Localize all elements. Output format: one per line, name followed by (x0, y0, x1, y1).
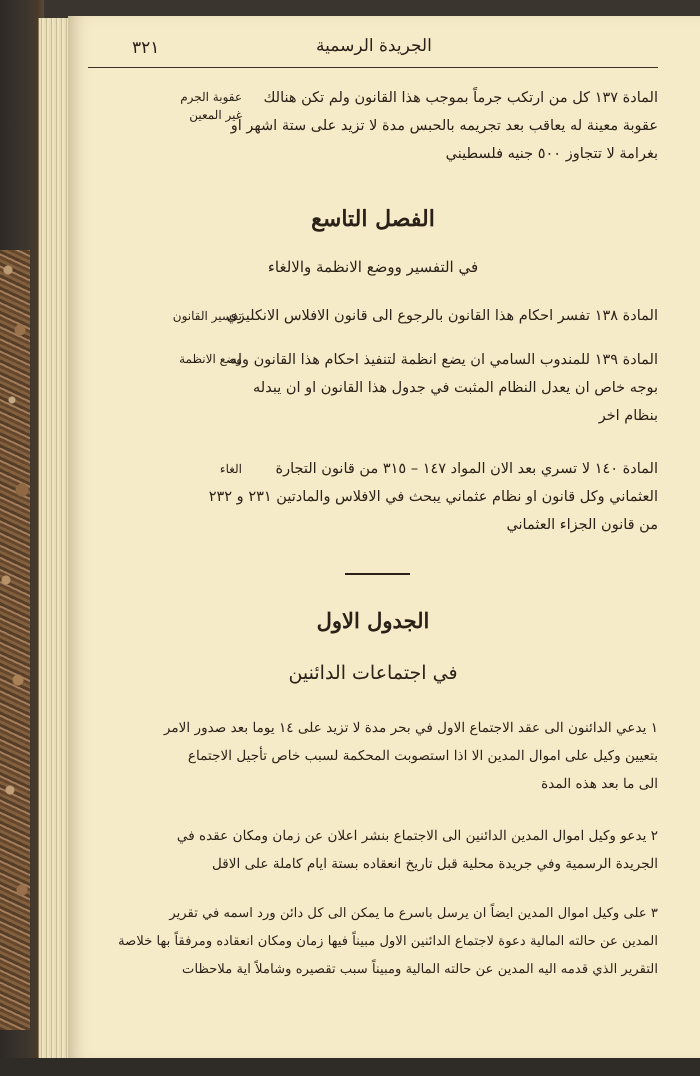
margin-note-line: الغاء (219, 462, 242, 476)
schedule-line: بتعيين وكيل على اموال المدين الا اذا استصوبت المحكمة لسبب خاص تأجيل الاجتماع (187, 748, 658, 764)
marbled-cover-edge (0, 250, 30, 1030)
page-stack-edges (38, 18, 71, 1058)
article-line: عقوبة معينة له يعاقب بعد تجريمه بالحبس مدة لا تزيد على ستة اشهر او (230, 118, 658, 134)
article-line: بوجه خاص ان يعدل النظام المثبت في جدول هذا القانون او ان يبدله (253, 380, 658, 396)
margin-note-line: عقوبة الجرم (180, 90, 242, 104)
article-line: المادة ١٣٩ للمندوب السامي ان يضع انظمة لتنفيذ احكام هذا القانون وله (229, 352, 658, 368)
schedule-title: الجدول الاول (316, 608, 430, 633)
chapter-title: الفصل التاسع (311, 206, 435, 232)
schedule-line: ١ يدعي الدائنون الى عقد الاجتماع الاول في بحر مدة لا تزيد على ١٤ يوما بعد صدور الامر (163, 720, 658, 736)
margin-note-137 (132, 88, 242, 124)
schedule-line: ٢ يدعو وكيل اموال المدين الدائنين الى الاجتماع بنشر اعلان عن زمان ومكان عقده في (176, 828, 658, 844)
schedule-item-3 (96, 900, 658, 984)
schedule-line: التقرير الذي قدمه اليه المدين عن حالته المالية ومبيناً سبب تقصيره وشاملاً اية ملاحظات (182, 962, 658, 977)
margin-note-139 (132, 350, 242, 368)
article-line: العثماني وكل قانون او نظام عثماني يبحث في الافلاس والمادتين ٢٣١ و ٢٣٢ (208, 489, 658, 505)
page-header (88, 38, 658, 64)
running-title: الجريدة الرسمية (316, 36, 432, 56)
article-137 (200, 84, 658, 168)
scan-top-border (0, 0, 700, 17)
article-line: المادة ١٣٧ كل من ارتكب جرماً بموجب هذا القانون ولم تكن هنالك (263, 90, 658, 106)
schedule-line: الجريدة الرسمية وفي جريدة محلية قبل تاريخ انعقاده بستة ايام كاملة على الاقل (211, 856, 658, 872)
schedule-item-1 (96, 714, 658, 798)
header-rule (88, 67, 658, 68)
schedule-item-2 (96, 822, 658, 878)
article-line: من قانون الجزاء العثماني (506, 517, 658, 533)
page-number: ٣٢١ (132, 38, 160, 58)
article-line: بنظام اخر (598, 408, 658, 424)
article-139 (200, 346, 658, 430)
article-line: المادة ١٣٨ تفسر احكام هذا القانون بالرجوع الى قانون الافلاس الانكليزي (226, 308, 658, 324)
section-divider (345, 573, 410, 575)
scan-bottom-border (0, 1058, 700, 1076)
schedule-line: ٣ على وكيل اموال المدين ايضاً ان يرسل باسرع ما يمكن الى كل دائن ورد اسمه في تقرير (169, 906, 658, 921)
article-line: المادة ١٤٠ لا تسري بعد الان المواد ١٤٧ – ٣١٥ من قانون التجارة (275, 461, 658, 477)
schedule-subtitle: في اجتماعات الدائنين (288, 662, 458, 684)
chapter-subtitle: في التفسير ووضع الانظمة والالغاء (267, 258, 479, 276)
schedule-line: الى ما بعد هذه المدة (541, 776, 658, 792)
article-line: بغرامة لا تتجاوز ٥٠٠ جنيه فلسطيني (445, 146, 658, 162)
article-140 (200, 455, 658, 539)
margin-note-140 (132, 460, 242, 478)
article-138 (200, 302, 658, 330)
schedule-line: المدين عن حالته المالية دعوة لاجتماع الدائنين الاول مبيناً فيها زمان ومكان انعقاده ومرفقاً بها خلاصة (118, 934, 658, 949)
margin-note-line: تفسير القانون (172, 309, 242, 323)
margin-note-line: وضع الانظمة (179, 352, 242, 366)
margin-note-138 (132, 307, 242, 325)
margin-note-line: غير المعين (189, 108, 242, 122)
